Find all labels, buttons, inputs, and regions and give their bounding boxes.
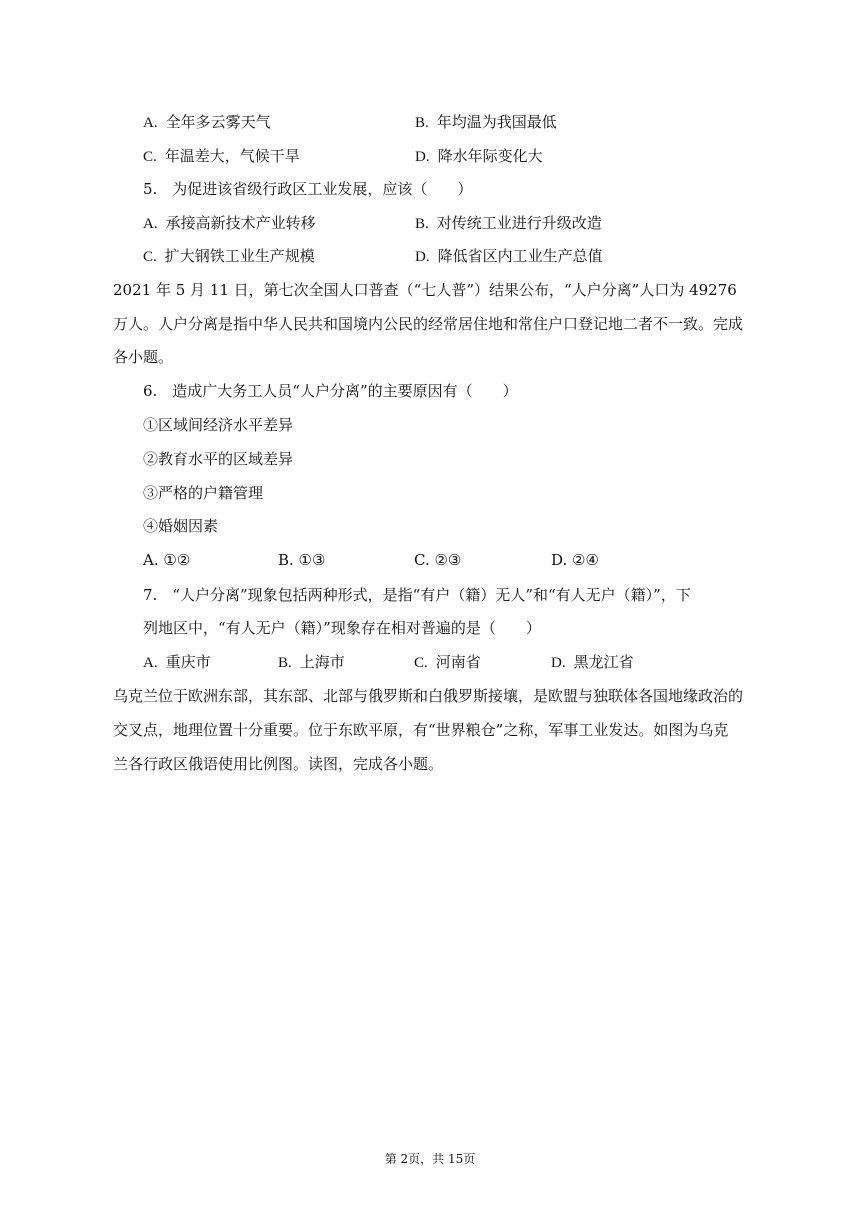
q6-item-3: ③严格的户籍管理 [143,484,264,502]
q7-option-d [551,652,634,673]
option-letter: D. [551,655,566,671]
q6-option-a: A. ①② [143,551,191,569]
option-letter: D. [415,249,430,265]
q5-option-d [415,246,603,267]
option-text: 年均温为我国最低 [436,113,557,131]
q6-option-d: D. ②④ [551,551,599,569]
q6-item-4: ④婚姻因素 [143,517,219,535]
option-letter: C. [143,149,157,165]
q7-option-b [278,652,345,673]
option-text: 年温差大，气候干旱 [164,147,300,165]
q7-option-c [414,652,481,673]
option-letter: A. [143,115,158,131]
option-letter: C. [414,655,428,671]
option-text: 对传统工业进行升级改造 [436,214,602,232]
option-text: 黑龙江省 [573,653,634,671]
q7-stem-line2: 列地区中，“有人无户（籍）”现象存在相对普遍的是（ ） [143,619,541,637]
option-letter: A. [143,216,158,232]
option-letter: B. [415,216,429,232]
q4-option-c [143,146,300,167]
q5-stem: 5. 为促进该省级行政区工业发展，应该（ ） [143,180,473,198]
option-text: 上海市 [299,653,345,671]
option-letter: B. [415,115,429,131]
passage2-line2: 交叉点，地理位置十分重要。位于东欧平原，有“世界粮仓”之称，军事工业发达。如图为乌克 [113,721,729,739]
option-letter: C. [143,249,157,265]
option-text: 重庆市 [165,653,211,671]
q6-option-b: B. ①③ [278,551,326,569]
q7-stem-line1: 7. “人户分离”现象包括两种形式，是指“有户（籍）无人”和“有人无户（籍）”，下 [143,586,691,604]
q4-option-b [415,112,557,133]
page-footer: 第 2页，共 15页 [384,1152,476,1166]
q6-stem: 6. 造成广大务工人员“人户分离”的主要原因有（ ） [143,382,518,400]
option-text: 河南省 [435,653,481,671]
option-letter: A. [143,655,158,671]
q5-option-b [415,213,602,234]
q5-option-c [143,246,315,267]
q4-option-d [415,146,543,167]
q5-option-a [143,213,316,234]
q6-item-1: ①区域间经济水平差异 [143,416,294,434]
option-text: 全年多云雾天气 [165,113,271,131]
option-text: 降低省区内工业生产总值 [437,247,603,265]
passage1-line3: 各小题。 [113,348,174,366]
option-text: 降水年际变化大 [437,147,543,165]
option-letter: D. [415,149,430,165]
q6-item-2: ②教育水平的区域差异 [143,450,294,468]
passage2-line3: 兰各行政区俄语使用比例图。读图，完成各小题。 [113,755,444,773]
q6-option-c: C. ②③ [414,551,462,569]
option-text: 承接高新技术产业转移 [165,214,316,232]
option-letter: B. [278,655,292,671]
passage2-line1: 乌克兰位于欧洲东部，其东部、北部与俄罗斯和白俄罗斯接壤，是欧盟与独联体各国地缘政治的 [113,687,744,705]
q4-option-a [143,112,271,133]
option-text: 扩大钢铁工业生产规模 [164,247,315,265]
passage1-line1: 2021 年 5 月 11 日，第七次全国人口普查（“七人普”）结果公布，“人户分离”人口为 49276 [113,281,737,299]
q7-option-a [143,652,211,673]
passage1-line2: 万人。人户分离是指中华人民共和国境内公民的经常居住地和常住户口登记地二者不一致。完成 [113,315,744,333]
